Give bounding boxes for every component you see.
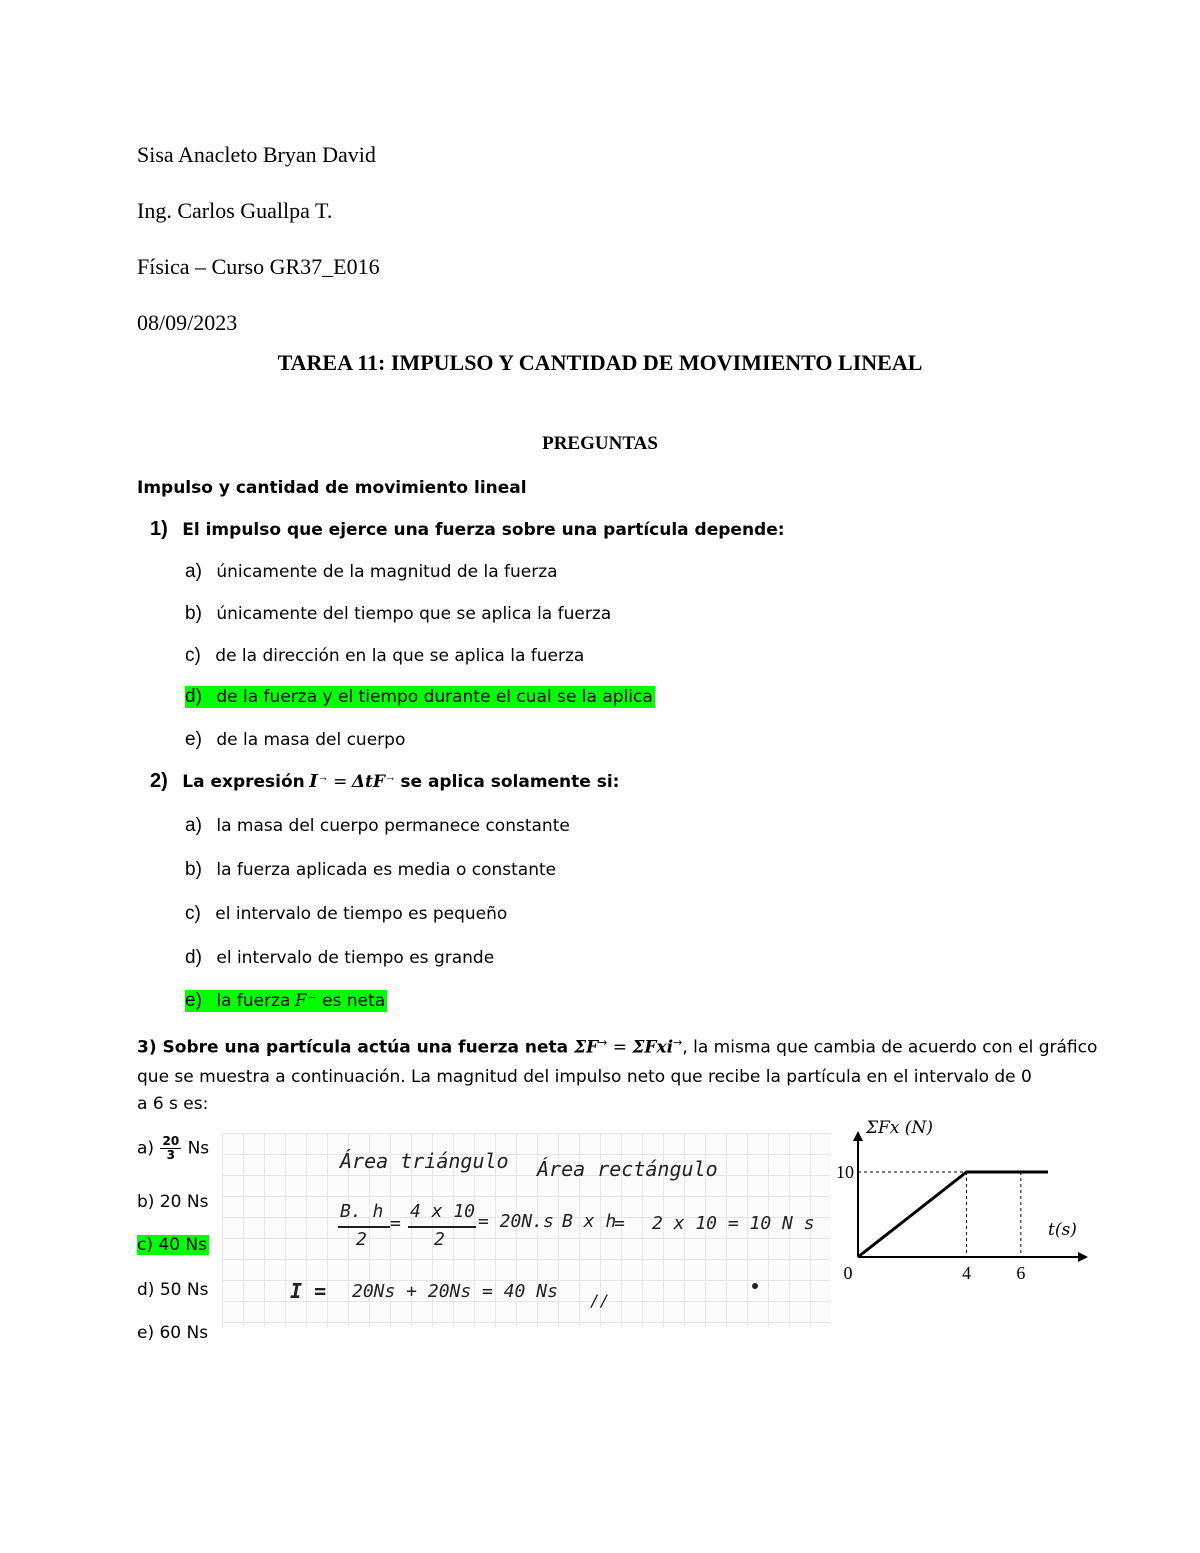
fraction-bar (408, 1226, 476, 1228)
hand-base-times-height: B x h (562, 1211, 617, 1232)
option-text: únicamente del tiempo que se aplica la fuerza (216, 604, 612, 624)
handwritten-work (222, 1133, 830, 1327)
q1-option-c (185, 645, 584, 667)
hand-area-rectangle: Área rectángulo (537, 1157, 718, 1181)
formula-rhs: ΔtF (351, 772, 385, 792)
option-letter: b) (185, 603, 202, 624)
y-tick-label: 10 (836, 1162, 854, 1182)
q3-equals: = (607, 1037, 633, 1058)
option-text-after: es neta (322, 991, 386, 1011)
q1-option-b (185, 603, 611, 625)
question-number: 2) (150, 770, 168, 792)
q1-option-a (185, 561, 558, 583)
series-line (858, 1172, 1048, 1257)
x-axis-arrow-icon (1078, 1252, 1088, 1262)
question-2 (150, 770, 619, 793)
q2-option-d (185, 947, 494, 969)
option-text: de la dirección en la que se aplica la fuerza (215, 646, 585, 666)
option-letter: a) (185, 815, 202, 836)
x-axis-label: t(s) (1048, 1220, 1077, 1240)
hand-four-times-ten: 4 x 10 (410, 1201, 476, 1222)
teacher-name: Ing. Carlos Guallpa T. (137, 198, 333, 223)
vector-arrow-icon: → (598, 1036, 608, 1049)
q1-option-d-correct (185, 686, 655, 708)
option-letter: e) (185, 990, 202, 1011)
q3-option-d: d) 50 Ns (137, 1280, 209, 1300)
fraction (160, 1135, 181, 1162)
date: 08/09/2023 (137, 310, 238, 335)
ink-dot (752, 1283, 758, 1289)
x-tick-label: 6 (1016, 1263, 1026, 1283)
hand-result-2: 2 x 10 = 10 N s (652, 1213, 815, 1234)
option-text: únicamente de la magnitud de la fuerza (216, 562, 558, 582)
student-name: Sisa Anacleto Bryan David (137, 142, 376, 167)
q3-option-a (137, 1135, 209, 1162)
hand-denominator: 2 (356, 1229, 367, 1250)
hand-end-mark: // (590, 1291, 610, 1310)
question-text: El impulso que ejerce una fuerza sobre una partícula depende: (182, 520, 785, 540)
option-letter: d) (185, 686, 202, 707)
option-text: el intervalo de tiempo es grande (216, 948, 495, 968)
option-unit: Ns (187, 1138, 210, 1159)
course-name: Física – Curso GR37_E016 (137, 254, 380, 279)
option-letter: b) (185, 859, 202, 880)
force-symbol: F (294, 991, 307, 1011)
option-letter: a) (185, 561, 202, 582)
vector-arrow-icon: → (317, 771, 329, 784)
q2-option-b (185, 859, 556, 881)
q3-option-b: b) 20 Ns (137, 1192, 209, 1212)
q3-text-a: 3) Sobre una partícula actúa una fuerza neta (137, 1037, 575, 1058)
vector-arrow-icon: → (306, 990, 318, 1003)
question-number: 1) (150, 518, 168, 540)
y-axis-arrow-icon (853, 1131, 863, 1141)
q3-option-e: e) 60 Ns (137, 1323, 209, 1343)
q2-option-a (185, 815, 570, 837)
x-tick-label: 0 (843, 1263, 853, 1283)
question-3-line-1 (137, 1036, 1097, 1058)
question-1 (150, 518, 785, 541)
option-letter: c) (185, 645, 201, 666)
option-text: de la masa del cuerpo (216, 730, 406, 750)
option-text-before: la fuerza (216, 991, 291, 1011)
q2-option-c (185, 903, 507, 925)
q1-option-e (185, 729, 405, 751)
hand-denominator: 2 (434, 1229, 445, 1250)
option-text: la fuerza aplicada es media o constante (216, 860, 557, 880)
option-letter: a) (137, 1138, 155, 1159)
fraction-denominator: 3 (166, 1148, 175, 1162)
section-title: PREGUNTAS (542, 433, 658, 454)
option-text: el intervalo de tiempo es pequeño (215, 904, 508, 924)
hand-result-1: = 20N.s (478, 1211, 554, 1232)
force-time-chart (825, 1120, 1090, 1285)
q3-option-c-correct: c) 40 Ns (137, 1235, 207, 1255)
question-3-line-3: a 6 s es: (137, 1094, 209, 1114)
equals-sign: = (333, 772, 348, 792)
subsection-title: Impulso y cantidad de movimiento lineal (137, 478, 527, 498)
vector-arrow-icon: → (384, 771, 396, 784)
hand-base-height: B. h (340, 1201, 384, 1222)
hand-equals: = (390, 1213, 401, 1234)
impulse-symbol: I (309, 771, 318, 792)
option-letter: d) (185, 947, 202, 968)
fraction-bar (338, 1226, 390, 1228)
option-letter: e) (185, 729, 202, 750)
q3-force-x: ΣFxi (632, 1037, 674, 1058)
option-letter: c) (185, 903, 201, 924)
q2-option-e-correct (185, 990, 387, 1012)
q3-force-sum: ΣF (574, 1037, 599, 1058)
fraction-numerator: 20 (162, 1134, 180, 1148)
question-text-after: se aplica solamente si: (400, 772, 620, 792)
option-text: la masa del cuerpo permanece constante (216, 816, 570, 836)
question-3-line-2: que se muestra a continuación. La magnitud del impulso neto que recibe la partícula en el intervalo de 0 (137, 1067, 1032, 1087)
y-axis-label: ΣFx (N) (866, 1120, 933, 1138)
vector-arrow-icon: → (673, 1036, 683, 1049)
option-text: de la fuerza y el tiempo durante el cual se la aplica (216, 687, 653, 707)
page-title: TAREA 11: IMPULSO Y CANTIDAD DE MOVIMIENTO LINEAL (277, 350, 923, 375)
hand-total: 20Ns + 20Ns = 40 Ns (352, 1281, 558, 1302)
x-tick-label: 4 (962, 1263, 972, 1283)
question-text-before: La expresión (182, 772, 305, 792)
hand-area-triangle: Área triángulo (340, 1149, 509, 1173)
hand-equals: = (614, 1213, 625, 1234)
hand-impulse: I = (290, 1279, 327, 1303)
q3-text-b: , la misma que cambia de acuerdo con el gráfico (682, 1037, 1098, 1058)
